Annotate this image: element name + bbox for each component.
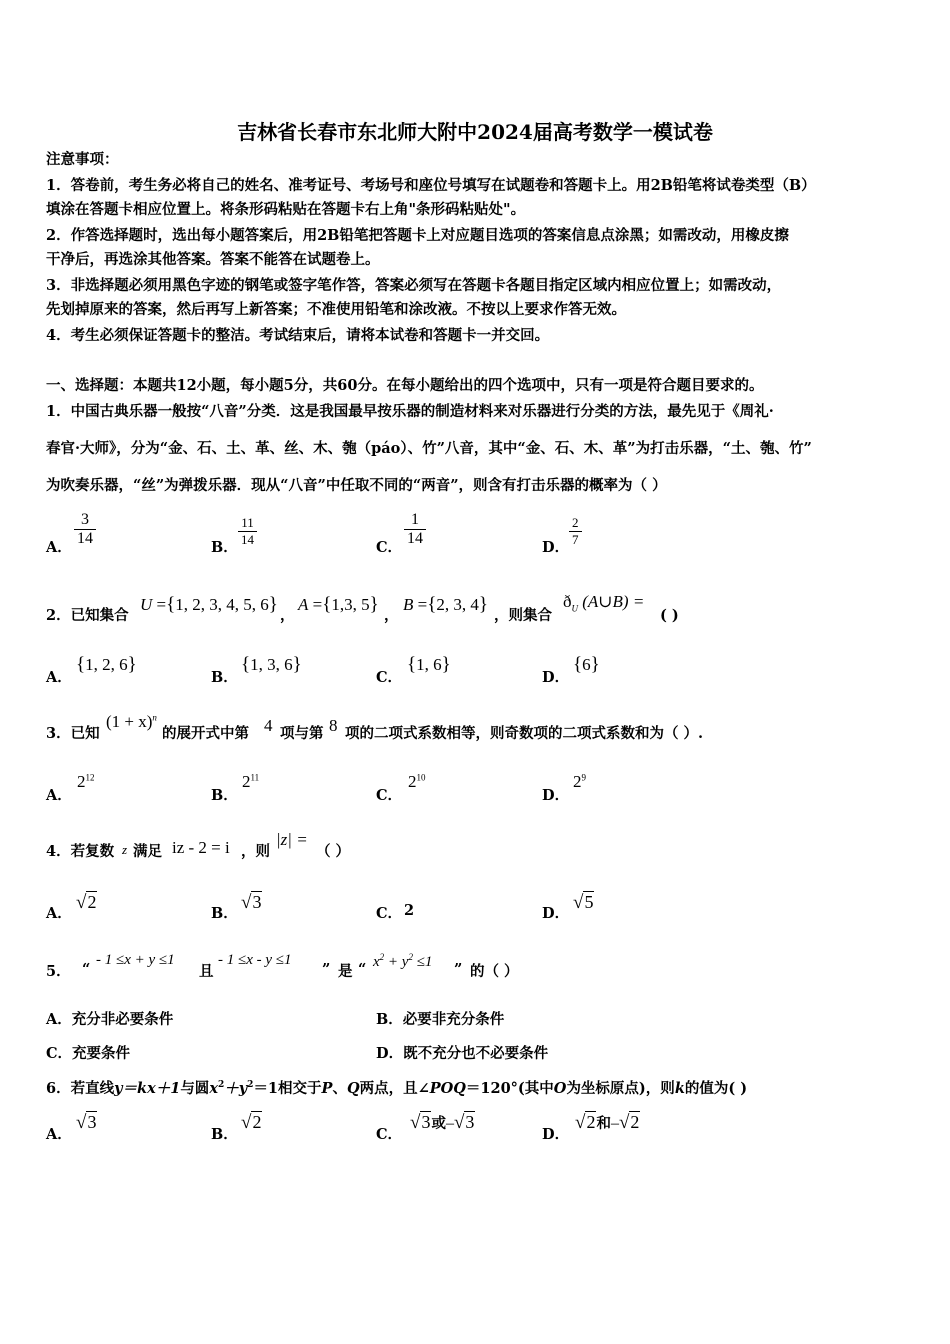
note-1-line-2: 填涂在答题卡相应位置上。将条形码粘贴在答题卡右上角"条形码粘贴处"。 (46, 201, 526, 218)
q2-option-b-label: B． (211, 669, 238, 686)
q4-option-b-label: B． (211, 905, 238, 922)
q1-d-denominator: 7 (572, 532, 579, 547)
notes-heading: 注意事项： (46, 151, 119, 168)
q4-option-d-label: D． (542, 905, 570, 922)
q1-a-numerator: 3 (81, 511, 89, 528)
q2-separator-1: ， (280, 607, 295, 624)
q2-set-u: U ={1, 2, 3, 4, 5, 6} (140, 594, 278, 615)
q4-equation: iz - 2 = i (172, 838, 230, 857)
q2-set-b: B ={2, 3, 4} (403, 594, 488, 615)
q2-option-d: {6} (573, 654, 600, 675)
q3-option-d: $2^9$ (573, 772, 586, 791)
q5-condition-1: - 1 ≤x + y ≤1 (96, 952, 175, 968)
q1-b-numerator: 11 (241, 515, 254, 530)
q6-question: 6．若直线y＝kx＋1与圆$x^2+y^2=1$相交于P、Q两点，且∠POQ＝120°(其中O为坐标原点)，则k的值为( ) (46, 1079, 748, 1097)
q2-separator-2: ， (384, 607, 399, 624)
q3-prefix: 3．已知 (46, 725, 100, 742)
q4-variable-z: z (122, 842, 128, 857)
q3-option-c: $2^{10}$ (408, 772, 426, 791)
q5-quote-open-1: “ (82, 961, 91, 978)
q6-option-d-label: D． (542, 1126, 570, 1143)
q2-prefix: 2．已知集合 (46, 607, 129, 624)
q5-option-c: C．充要条件 (46, 1045, 131, 1062)
note-4: 4．考生必须保证答题卡的整洁。考试结束后，请将本试卷和答题卡一并交回。 (46, 327, 550, 344)
q1-d-numerator: 2 (572, 515, 579, 530)
q1-c-denominator: 14 (407, 530, 423, 547)
q2-option-a-label: A． (46, 669, 72, 686)
q5-condition-3: $x^2 + y^2 \le 1$ (373, 952, 433, 970)
q4-mid-2: ，则 (241, 843, 270, 860)
q2-option-d-label: D． (542, 669, 570, 686)
q5-tail: 的（ ） (470, 963, 519, 980)
q5-quote-open-2: “ (358, 961, 367, 978)
q5-condition-2: - 1 ≤x - y ≤1 (218, 952, 292, 968)
q2-option-b: {1, 3, 6} (241, 654, 302, 675)
q2-option-c: {1, 6} (407, 654, 451, 675)
q4-mid: 满足 (133, 843, 162, 860)
q6-option-c: √3或–√3 (410, 1112, 475, 1133)
q4-option-a-label: A． (46, 905, 72, 922)
q2-option-a: {1, 2, 6} (76, 654, 137, 675)
q1-line-3: 为吹奏乐器，“丝”为弹拨乐器．现从“八音”中任取不同的“两音”，则含有打击乐器的概率为（ ） (46, 477, 667, 494)
q3-tail: 项的二项式系数相等，则奇数项的二项式系数和为（ ）. (345, 725, 704, 742)
q1-option-a-fraction (74, 511, 96, 548)
q2-complement-expr: $ð_U$ (A∪B) = (563, 592, 645, 614)
note-2-line-2: 干净后，再选涂其他答案。答案不能答在试题卷上。 (46, 251, 380, 268)
q6-option-c-label: C． (376, 1126, 403, 1143)
q1-option-d-label: D． (542, 539, 570, 556)
q6-option-a-label: A． (46, 1126, 72, 1143)
q1-option-b-fraction (238, 515, 257, 548)
q2-mid: ，则集合 (494, 607, 552, 624)
note-1-line-1: 1．答卷前，考生务必将自己的姓名、准考证号、考场号和座位号填写在试题卷和答题卡上。用2B铅笔将试卷类型（B） (46, 177, 816, 194)
q1-b-denominator: 14 (241, 532, 254, 547)
note-3-line-2: 先划掉原来的答案，然后再写上新答案；不准使用铅笔和涂改液。不按以上要求作答无效。 (46, 301, 626, 318)
note-3-line-1: 3．非选择题必须用黑色字迹的钢笔或签字笔作答，答案必须写在答题卡各题目指定区域内相应位置上；如需改动， (46, 277, 782, 294)
q4-prefix: 4．若复数 (46, 843, 115, 860)
q4-option-a: √2 (76, 892, 97, 913)
q2-set-a: A ={1,3, 5} (298, 594, 379, 615)
q5-option-b: B．必要非充分条件 (376, 1011, 505, 1028)
q2-option-c-label: C． (376, 669, 403, 686)
q5-option-d: D．既不充分也不必要条件 (376, 1045, 549, 1062)
q3-option-c-label: C． (376, 787, 403, 804)
q6-option-a: √3 (76, 1112, 97, 1133)
q1-option-c-fraction (404, 511, 426, 548)
q6-option-d: √2和–√2 (575, 1112, 640, 1133)
q4-option-c: 2 (404, 902, 415, 919)
q1-option-c-label: C． (376, 539, 403, 556)
q1-a-denominator: 14 (77, 530, 93, 547)
q1-line-1: 1．中国古典乐器一般按“八音”分类．这是我国最早按乐器的制造材料来对乐器进行分类的方法，最先见于《周礼· (46, 403, 774, 420)
q3-term-8: 8 (329, 716, 338, 735)
q6-option-b-label: B． (211, 1126, 238, 1143)
q6-option-b: √2 (241, 1112, 262, 1133)
q5-and: 且 (199, 963, 214, 980)
q3-expression: $(1 + x)^n$ (106, 712, 157, 731)
q3-option-a: $2^{12}$ (77, 772, 95, 791)
q4-option-b: √3 (241, 892, 262, 913)
q3-term-4: 4 (264, 716, 273, 735)
q3-option-b: $2^{11}$ (242, 772, 260, 791)
q1-option-d-fraction (569, 515, 582, 548)
q4-option-d: √5 (573, 892, 594, 913)
section-header: 一、选择题：本题共12小题，每小题5分，共60分。在每小题给出的四个选项中，只有一项是符合题目要求的。 (46, 377, 764, 394)
q3-option-b-label: B． (211, 787, 238, 804)
q3-mid-1: 的展开式中第 (162, 725, 249, 742)
q1-option-b-label: B． (211, 539, 238, 556)
q1-line-2: 春官·大师》，分为“金、石、土、革、丝、木、匏（páo）、竹”八音，其中“金、石、木、革”为打击乐器，“土、匏、竹” (46, 440, 812, 457)
q4-tail: （ ） (316, 843, 351, 860)
page-title: 吉林省长春市东北师大附中2024届高考数学一模试卷 (237, 120, 713, 144)
q1-c-numerator: 1 (411, 511, 419, 528)
q5-number: 5． (46, 963, 71, 980)
q4-option-c-label: C． (376, 905, 403, 922)
q1-option-a-label: A． (46, 539, 72, 556)
q3-option-d-label: D． (542, 787, 570, 804)
q5-option-a: A．充分非必要条件 (46, 1011, 174, 1028)
q4-modulus: |z| = (276, 830, 308, 849)
q5-quote-close-1: ” (322, 961, 331, 978)
q5-quote-close-2: ” (454, 961, 463, 978)
q3-option-a-label: A． (46, 787, 72, 804)
q2-tail: ( ) (660, 607, 679, 624)
q3-mid-2: 项与第 (280, 725, 324, 742)
note-2-line-1: 2．作答选择题时，选出每小题答案后，用2B铅笔把答题卡上对应题目选项的答案信息点涂黑；如需改动，用橡皮擦 (46, 227, 789, 244)
q5-is: 是 (338, 963, 353, 980)
